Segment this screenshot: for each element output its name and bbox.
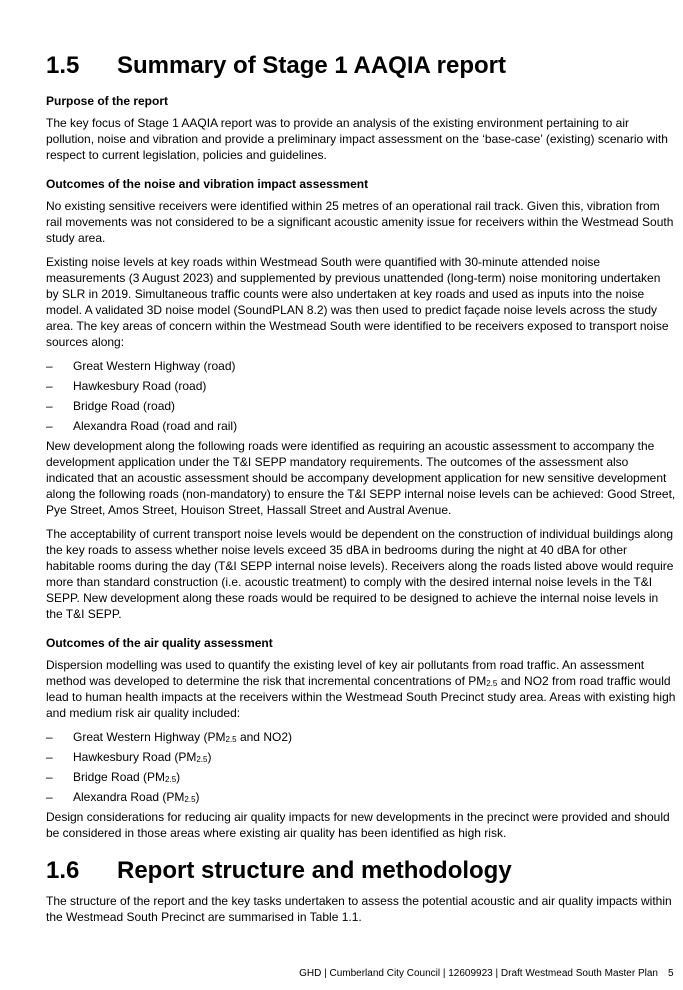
pm-subscript: 2.5 [225, 735, 237, 744]
list-item [46, 749, 676, 765]
section-1-6-heading [46, 857, 676, 885]
section-title: Summary of Stage 1 AAQIA report [117, 52, 506, 79]
list-item: – Hawkesbury Road (road) [46, 378, 676, 394]
list-item: – Bridge Road (road) [46, 398, 676, 414]
noise-heading: Outcomes of the noise and vibration impact assessment [46, 177, 369, 191]
noise-source-list [46, 358, 676, 434]
list-item [46, 729, 676, 745]
air-paragraph-2: Design considerations for reducing air quality impacts for new developments in the precinct were provided and should be considered in those areas where existing air quality has been identified as high risk. [46, 810, 670, 840]
noise-paragraph-4: The acceptability of current transport noise levels would be dependent on the construction of individual buildings along the key roads to assess whether noise levels exceed 35 dBA in bedrooms during the night at 40 dBA for other habitable rooms during the day (T&I SEPP internal noise levels). Receivers along the roads listed above would require more than standard construction (i.e. acoustic treatment) to comply with the desired internal noise levels in the T&I SEPP. New development along these roads would be required to be designed to achieve the internal noise levels in the T&I SEPP. [46, 527, 674, 621]
air-paragraph-1-part-a: Dispersion modelling was used to quantify the existing level of key air pollutants from road traffic. An assessment method was developed to determine the risk that incremental concentrations of PM [46, 658, 645, 688]
noise-paragraph-2: Existing noise levels at key roads within Westmead South were quantified with 30-minute attended noise measurements (3 August 2023) and supplemented by previous unattended (long-term) noise monitoring undertaken by SLR in 2019. Simultaneous traffic counts were also undertaken at key roads and used as inputs into the noise model. A validated 3D noise model (SoundPLAN 8.2) was then used to predict façade noise levels across the study area. The key areas of concern within the Westmead South were identified to be receivers exposed to transport noise sources along: [46, 255, 669, 349]
structure-paragraph: The structure of the report and the key tasks undertaken to assess the potential acoustic and air quality impacts within the Westmead South Precinct are summarised in Table 1.1. [46, 894, 672, 924]
purpose-paragraph: The key focus of Stage 1 AAQIA report was to provide an analysis of the existing environment pertaining to air pollution, noise and vibration and provide a preliminary impact assessment on the ‘base-case’ (existing) scenario with respect to current legislation, policies and guidelines. [46, 116, 668, 162]
pm-subscript: 2.5 [165, 775, 177, 784]
list-item-text: ) [207, 750, 212, 764]
air-quality-heading: Outcomes of the air quality assessment [46, 636, 273, 650]
list-item: – Great Western Highway (road) [46, 358, 676, 374]
air-risk-list [46, 729, 676, 805]
air-paragraph-1 [46, 657, 676, 721]
noise-paragraph-3: New development along the following roads were identified as requiring an acoustic assessment to accompany the development application under the T&I SEPP mandatory requirements. The outcomes of the assessment also indicated that an acoustic assessment should be accompany development application for new sensitive development along the following roads (non-mandatory) to ensure the T&I SEPP internal noise levels can be achieved: Good Street, Pye Street, Amos Street, Houison Street, Hassall Street and Austral Avenue. [46, 439, 676, 517]
pm-subscript: 2.5 [184, 795, 196, 804]
list-item-text: Great Western Highway (PM [73, 730, 226, 744]
pm-subscript: 2.5 [486, 679, 498, 688]
list-item-text: Alexandra Road (PM [73, 790, 185, 804]
section-number: 1.6 [46, 857, 80, 884]
document-page [46, 52, 676, 925]
list-item: – Alexandra Road (road and rail) [46, 418, 676, 434]
list-item-text: Bridge Road (PM [73, 770, 166, 784]
list-item-text: Hawkesbury Road (PM [73, 750, 197, 764]
noise-paragraph-1: No existing sensitive receivers were identified within 25 metres of an operational rail track. Given this, vibration from rail movements was not considered to be a significant acoustic amenity issue for receivers within the Westmead South study area. [46, 199, 674, 245]
section-title: Report structure and methodology [117, 857, 512, 884]
list-item [46, 789, 676, 805]
list-item [46, 769, 676, 785]
section-number: 1.5 [46, 52, 80, 79]
list-item-text: ) [195, 790, 200, 804]
section-1-5-heading [46, 52, 676, 80]
footer-text: GHD | Cumberland City Council | 12609923 | Draft Westmead South Master Plan [299, 968, 658, 979]
air-paragraph-1-part-b: and NO2 from road traffic would lead to human health impacts at the receivers within the Westmead South Precinct study area. Areas with existing high and medium risk air quality included: [46, 674, 676, 720]
list-item-text: and NO2) [236, 730, 292, 744]
list-item-text: ) [176, 770, 181, 784]
purpose-heading: Purpose of the report [46, 94, 169, 108]
pm-subscript: 2.5 [196, 755, 208, 764]
page-number: 5 [668, 968, 674, 979]
